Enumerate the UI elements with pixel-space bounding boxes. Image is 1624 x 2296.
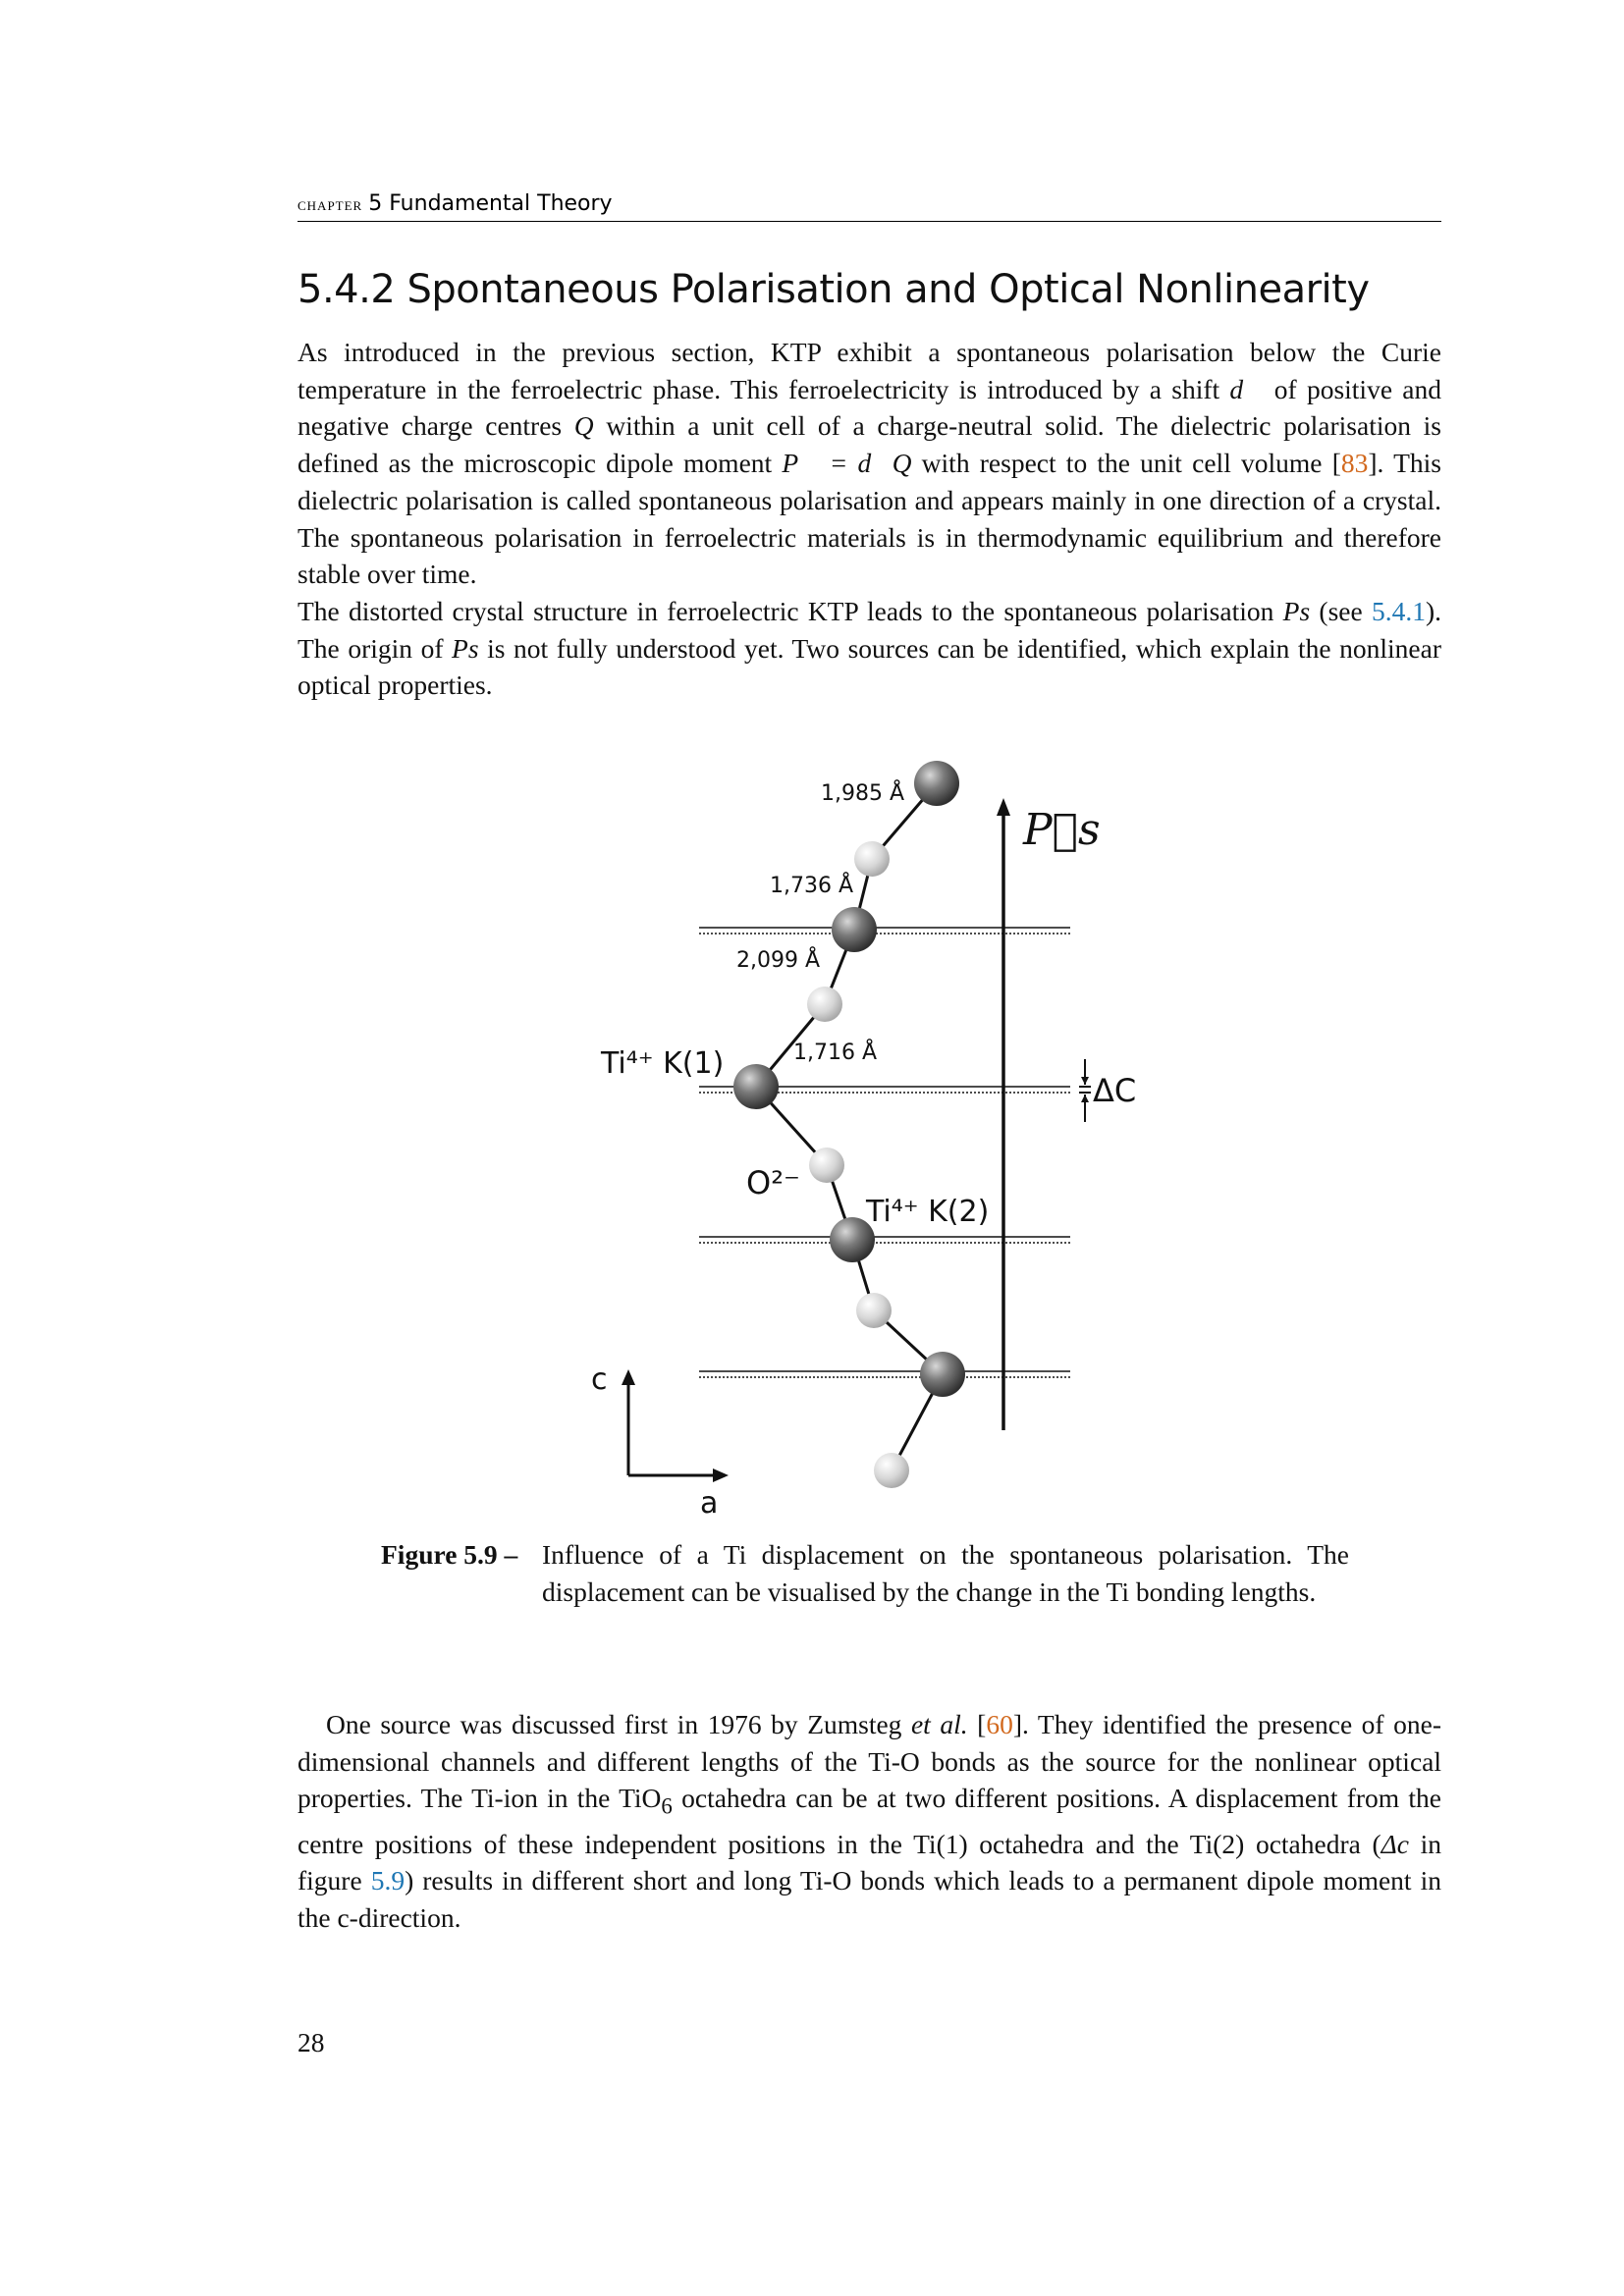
subscript-6: 6 <box>661 1793 673 1819</box>
delta-c-marker <box>1079 1059 1091 1122</box>
bond-length-label: 1,736 Å <box>770 874 854 898</box>
delta-c-label: ΔC <box>1093 1072 1137 1109</box>
paragraph-3: One source was discussed first in 1976 by Zumsteg et al. [60]. They identified the presence of one-dimensional channels and different lengths of the Ti-O bonds as the source for the nonlinear optical properties. The Ti-ion in the TiO$_6$ octahedra can be at two different positions. A displacement from the centre positions of these independent positions in the Ti(1) octahedra and the Ti(2) octahedra (Δc in figure 5.9) results in different short and long Ti-O bonds which leads to a permanent dipole moment in the c-direction. <box>298 1709 1441 1934</box>
citation-83[interactable]: 83 <box>1340 448 1369 479</box>
section-ref-541[interactable]: 5.4.1 <box>1371 596 1426 626</box>
chapter-label: chapter <box>298 194 363 214</box>
o-atom <box>809 1148 844 1183</box>
running-header <box>298 191 1441 222</box>
o-atom <box>874 1453 909 1488</box>
ps-label: P⃗s <box>1023 805 1101 855</box>
vector-d: d⃗ <box>1229 373 1265 404</box>
caption-text: Influence of a Ti displacement on the spontaneous polarisation. The displacement can be visualised by the change in the Ti bonding lengths. <box>542 1539 1349 1607</box>
bond-length-label: 2,099 Å <box>736 948 821 973</box>
citation-60[interactable]: 60 <box>986 1709 1013 1739</box>
bond-length-label: 1,716 Å <box>793 1041 878 1065</box>
layer-line <box>699 1237 1070 1243</box>
page-number: 28 <box>298 2027 325 2057</box>
o-atom <box>856 1293 892 1328</box>
o-atom <box>854 841 890 877</box>
ti-displacement-figure <box>550 741 1159 1517</box>
delta-c-symbol: Δc <box>1380 1828 1409 1859</box>
caption-label: Figure 5.9 – <box>381 1539 518 1570</box>
ti-atom <box>733 1064 779 1109</box>
ps-arrow-head <box>997 798 1010 816</box>
ps-symbol: Ps <box>452 632 479 664</box>
chapter-title: 5 Fundamental Theory <box>368 191 613 216</box>
ps-symbol: Ps <box>1282 596 1311 626</box>
charge-q: Q <box>573 410 594 442</box>
axis-a-label: a <box>700 1486 719 1517</box>
axis-c-label: c <box>591 1362 608 1397</box>
layer-line <box>699 1371 1070 1377</box>
ti-atom <box>920 1352 965 1397</box>
bond-length-label: 1,985 Å <box>821 781 905 806</box>
et-al: et al. <box>910 1709 968 1739</box>
ti-atom <box>832 907 877 952</box>
paragraph-2: The distorted crystal structure in ferroelectric KTP leads to the spontaneous polarisation Ps (see 5.4.1). The origin of Ps is not fully understood yet. Two sources can be identified, which explain the nonlinear optical properties. <box>298 596 1441 701</box>
layer-line <box>699 928 1070 934</box>
paragraph-1: As introduced in the previous section, KTP exhibit a spontaneous polarisation below the Curie temperature in the ferroelectric phase. This ferroelectricity is introduced by a shift d⃗ of positive and negative charge centres Q within a unit cell of a charge-neutral solid. The dielectric polarisation is defined as the microscopic dipole moment P⃗ = d⃗Q with respect to the unit cell volume [83]. This dielectric polarisation is called spontaneous polarisation and appears mainly in one direction of a crystal. The spontaneous polarisation in ferroelectric materials is in thermodynamic equilibrium and therefore stable over time. <box>298 337 1441 590</box>
o-label: O²⁻ <box>746 1164 800 1201</box>
section-title: 5.4.2 Spontaneous Polarisation and Optical Nonlinearity <box>298 267 1370 312</box>
coordinate-axes <box>628 1379 719 1475</box>
figure-ref-59[interactable]: 5.9 <box>370 1865 406 1896</box>
dipole-equation: P⃗ = d⃗Q <box>782 448 912 479</box>
ti-k1-label: Ti⁴⁺ K(1) <box>601 1046 725 1081</box>
o-atom <box>807 987 842 1022</box>
ti-atom <box>914 761 959 806</box>
ti-k2-label: Ti⁴⁺ K(2) <box>866 1195 990 1229</box>
